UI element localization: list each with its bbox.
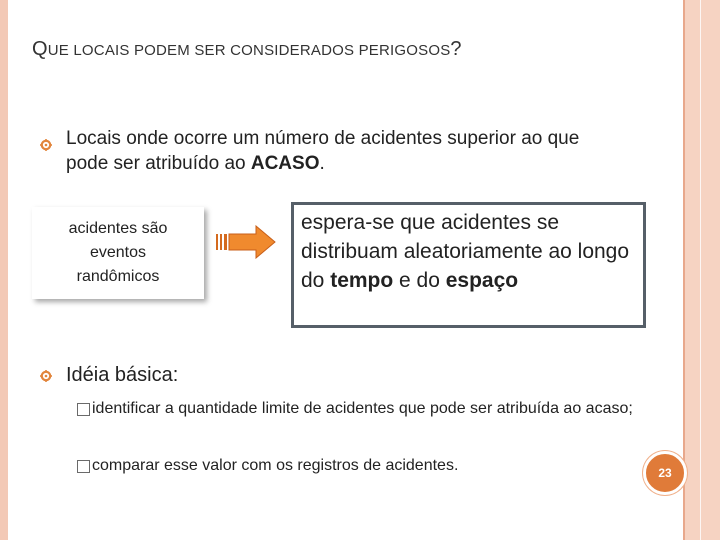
- right-band-highlight: [700, 0, 701, 540]
- gear-bullet-icon: [40, 370, 52, 382]
- expectation-box: [291, 202, 646, 328]
- subitem-1-text: identificar a quantidade limite de acidentes que pode ser atribuída ao acaso;: [92, 400, 633, 417]
- title-rest: UE LOCAIS PODEM SER CONSIDERADOS PERIGOSOS: [47, 42, 451, 59]
- bullet-1-emphasis: ACASO: [250, 153, 320, 174]
- page-number-badge: 23: [643, 451, 687, 495]
- bullet-2-text: Idéia básica:: [66, 364, 179, 386]
- subitem-2-text: comparar esse valor com os registros de acidentes.: [92, 457, 459, 474]
- expectation-bold-space: espaço: [445, 269, 519, 292]
- expectation-bold-time: tempo: [330, 269, 394, 292]
- bullet-1-period: .: [319, 153, 325, 174]
- gear-bullet-icon: [40, 139, 52, 151]
- left-decorative-edge: [0, 0, 8, 540]
- bullet-1-body: Locais onde ocorre um número de acidentes superior ao que pode ser atribuído ao: [66, 128, 580, 174]
- expectation-text: espera-se que acidentes se distribuam aleatoriamente ao longo do: [301, 211, 630, 292]
- title-question-mark: ?: [450, 38, 462, 60]
- checkbox-icon: [77, 460, 90, 473]
- right-decorative-band: [683, 0, 720, 540]
- random-events-line-1: acidentes são: [68, 220, 168, 237]
- random-events-line-3: randômicos: [76, 268, 160, 285]
- random-events-line-2: eventos: [89, 244, 147, 261]
- checkbox-icon: [77, 403, 90, 416]
- expectation-connector: e do: [393, 269, 446, 292]
- right-arrow-icon: [216, 225, 276, 259]
- random-events-box: [32, 207, 204, 299]
- right-band-border: [683, 0, 685, 540]
- slide-title: [32, 38, 462, 61]
- title-first-letter: Q: [32, 38, 48, 60]
- bullet-1-text: [66, 126, 626, 176]
